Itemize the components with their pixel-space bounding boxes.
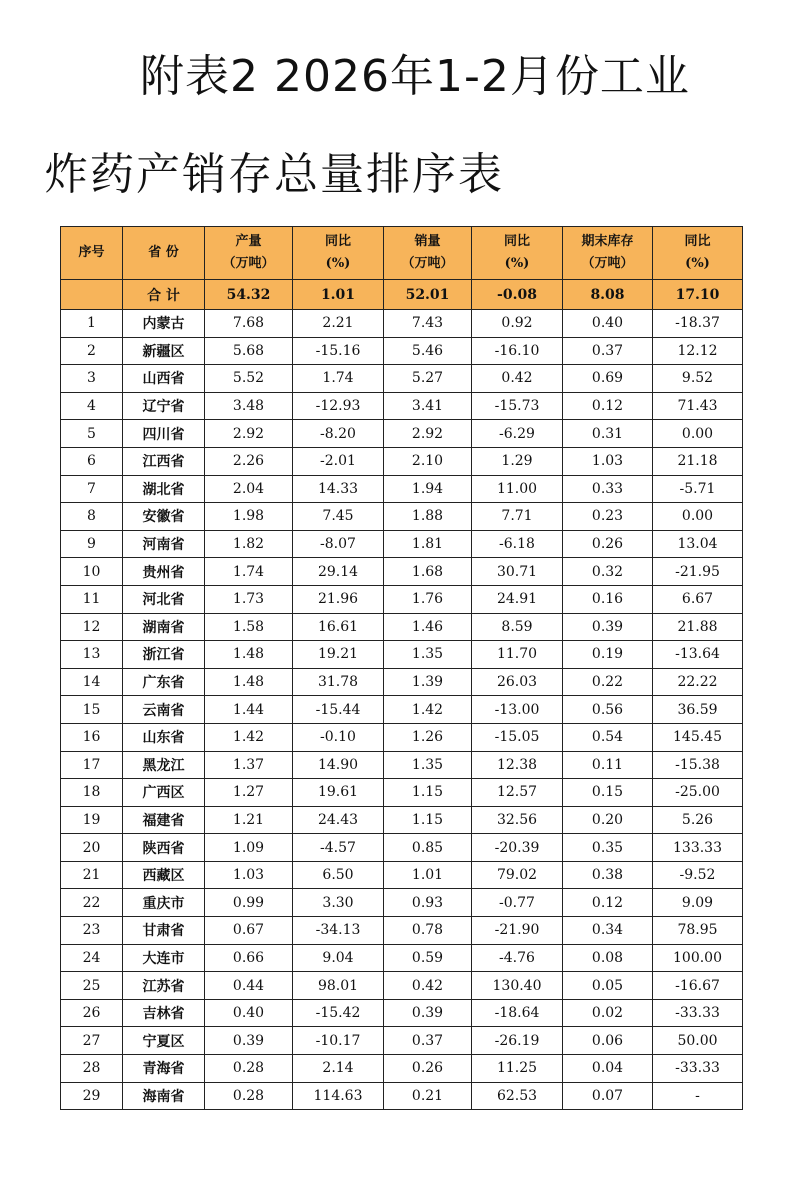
seq-cell: 25 (61, 972, 123, 1000)
sales-yoy-cell: -6.18 (472, 530, 563, 558)
production-yoy-cell: 114.63 (293, 1082, 384, 1110)
province-cell: 安徽省 (123, 503, 205, 531)
inventory-cell: 0.19 (563, 641, 653, 669)
sales-yoy-cell: 30.71 (472, 558, 563, 586)
sales-yoy-cell: 32.56 (472, 806, 563, 834)
province-cell: 甘肃省 (123, 917, 205, 945)
seq-cell: 8 (61, 503, 123, 531)
inventory-cell: 0.23 (563, 503, 653, 531)
province-cell: 广西区 (123, 779, 205, 807)
production-yoy-cell: -15.16 (293, 337, 384, 365)
province-cell: 内蒙古 (123, 310, 205, 338)
sales-cell: 0.93 (384, 889, 472, 917)
table-row (61, 337, 743, 365)
production-yoy-cell: 19.61 (293, 779, 384, 807)
inventory-yoy-cell: 0.00 (653, 503, 743, 531)
seq-cell: 1 (61, 310, 123, 338)
table-row (61, 751, 743, 779)
inventory-cell: 0.11 (563, 751, 653, 779)
sales-yoy-cell: 62.53 (472, 1082, 563, 1110)
sales-yoy-cell: 11.70 (472, 641, 563, 669)
sales-cell: 1.68 (384, 558, 472, 586)
seq-cell: 14 (61, 668, 123, 696)
production-cell: 1.37 (205, 751, 293, 779)
inventory-yoy-cell: -33.33 (653, 1055, 743, 1083)
production-yoy-cell: 2.14 (293, 1055, 384, 1083)
sales-cell: 1.81 (384, 530, 472, 558)
production-cell: 1.74 (205, 558, 293, 586)
sales-cell: 5.46 (384, 337, 472, 365)
seq-cell: 16 (61, 723, 123, 751)
inventory-cell: 0.02 (563, 999, 653, 1027)
province-cell: 四川省 (123, 420, 205, 448)
inventory-yoy-cell: 100.00 (653, 944, 743, 972)
seq-cell: 23 (61, 917, 123, 945)
sales-cell: 1.26 (384, 723, 472, 751)
table-row (61, 668, 743, 696)
inventory-yoy-cell: 21.18 (653, 447, 743, 475)
sales-cell: 1.94 (384, 475, 472, 503)
sales-cell: 1.15 (384, 806, 472, 834)
production-cell: 1.21 (205, 806, 293, 834)
production-cell: 1.48 (205, 668, 293, 696)
inventory-cell: 0.38 (563, 861, 653, 889)
inventory-cell: 0.56 (563, 696, 653, 724)
production-cell: 7.68 (205, 310, 293, 338)
seq-cell: 22 (61, 889, 123, 917)
production-cell: 1.98 (205, 503, 293, 531)
production-yoy-cell: 31.78 (293, 668, 384, 696)
production-cell: 3.48 (205, 392, 293, 420)
sales-cell: 1.46 (384, 613, 472, 641)
sales-yoy-cell: 79.02 (472, 861, 563, 889)
sales-yoy-cell: 12.38 (472, 751, 563, 779)
sales-yoy-cell: -4.76 (472, 944, 563, 972)
province-cell: 西藏区 (123, 861, 205, 889)
header-production: 产量 （万吨） (205, 227, 293, 280)
production-yoy-cell: -15.42 (293, 999, 384, 1027)
inventory-cell: 0.69 (563, 365, 653, 393)
production-yoy-cell: 14.90 (293, 751, 384, 779)
production-cell: 0.67 (205, 917, 293, 945)
province-cell: 重庆市 (123, 889, 205, 917)
sales-cell: 3.41 (384, 392, 472, 420)
sales-yoy-cell: 1.29 (472, 447, 563, 475)
table-row (61, 779, 743, 807)
inventory-cell: 0.06 (563, 1027, 653, 1055)
production-yoy-cell: -10.17 (293, 1027, 384, 1055)
total-inventory-yoy: 17.10 (653, 280, 743, 310)
table-row (61, 834, 743, 862)
production-yoy-cell: 14.33 (293, 475, 384, 503)
sales-yoy-cell: -26.19 (472, 1027, 563, 1055)
seq-cell: 15 (61, 696, 123, 724)
province-cell: 河南省 (123, 530, 205, 558)
inventory-cell: 0.39 (563, 613, 653, 641)
total-seq (61, 280, 123, 310)
inventory-cell: 0.22 (563, 668, 653, 696)
inventory-cell: 0.33 (563, 475, 653, 503)
total-label: 合 计 (123, 280, 205, 310)
seq-cell: 19 (61, 806, 123, 834)
table-row (61, 944, 743, 972)
production-cell: 0.66 (205, 944, 293, 972)
inventory-yoy-cell: 71.43 (653, 392, 743, 420)
sales-yoy-cell: -6.29 (472, 420, 563, 448)
production-cell: 2.26 (205, 447, 293, 475)
sales-cell: 0.37 (384, 1027, 472, 1055)
inventory-cell: 0.31 (563, 420, 653, 448)
header-inventory-yoy: 同比 (%) (653, 227, 743, 280)
province-cell: 湖南省 (123, 613, 205, 641)
sales-yoy-cell: 26.03 (472, 668, 563, 696)
table-header-row (61, 227, 743, 280)
inventory-yoy-cell: -5.71 (653, 475, 743, 503)
production-yoy-cell: -8.20 (293, 420, 384, 448)
sales-cell: 2.10 (384, 447, 472, 475)
production-yoy-cell: -8.07 (293, 530, 384, 558)
total-row (61, 280, 743, 310)
sales-yoy-cell: 11.00 (472, 475, 563, 503)
inventory-yoy-cell: -21.95 (653, 558, 743, 586)
table-row (61, 1082, 743, 1110)
sales-cell: 1.39 (384, 668, 472, 696)
province-cell: 湖北省 (123, 475, 205, 503)
inventory-yoy-cell: 9.52 (653, 365, 743, 393)
table-row (61, 861, 743, 889)
province-cell: 新疆区 (123, 337, 205, 365)
seq-cell: 13 (61, 641, 123, 669)
province-cell: 黑龙江 (123, 751, 205, 779)
inventory-yoy-cell: -16.67 (653, 972, 743, 1000)
production-yoy-cell: 19.21 (293, 641, 384, 669)
inventory-cell: 0.34 (563, 917, 653, 945)
sales-cell: 1.76 (384, 585, 472, 613)
inventory-yoy-cell: 22.22 (653, 668, 743, 696)
inventory-cell: 0.54 (563, 723, 653, 751)
seq-cell: 27 (61, 1027, 123, 1055)
production-yoy-cell: 1.74 (293, 365, 384, 393)
inventory-yoy-cell: -13.64 (653, 641, 743, 669)
sales-cell: 5.27 (384, 365, 472, 393)
production-cell: 1.48 (205, 641, 293, 669)
total-sales: 52.01 (384, 280, 472, 310)
sales-cell: 7.43 (384, 310, 472, 338)
province-cell: 辽宁省 (123, 392, 205, 420)
sales-cell: 2.92 (384, 420, 472, 448)
inventory-cell: 0.12 (563, 889, 653, 917)
production-cell: 0.28 (205, 1082, 293, 1110)
sales-yoy-cell: -13.00 (472, 696, 563, 724)
page-title-line1: 附表2 2026年1-2月份工业 (140, 51, 690, 102)
header-seq: 序号 (61, 227, 123, 280)
sales-cell: 0.85 (384, 834, 472, 862)
province-cell: 江西省 (123, 447, 205, 475)
production-cell: 1.82 (205, 530, 293, 558)
sales-yoy-cell: -18.64 (472, 999, 563, 1027)
table-row (61, 420, 743, 448)
table-row (61, 392, 743, 420)
sales-yoy-cell: -21.90 (472, 917, 563, 945)
sales-cell: 1.88 (384, 503, 472, 531)
header-production-yoy: 同比 (%) (293, 227, 384, 280)
sales-cell: 0.26 (384, 1055, 472, 1083)
table-row (61, 310, 743, 338)
production-yoy-cell: -15.44 (293, 696, 384, 724)
seq-cell: 9 (61, 530, 123, 558)
inventory-yoy-cell: 36.59 (653, 696, 743, 724)
sales-cell: 1.35 (384, 751, 472, 779)
production-yoy-cell: 7.45 (293, 503, 384, 531)
table-row (61, 999, 743, 1027)
inventory-cell: 0.04 (563, 1055, 653, 1083)
production-cell: 5.68 (205, 337, 293, 365)
province-cell: 青海省 (123, 1055, 205, 1083)
production-cell: 1.09 (205, 834, 293, 862)
inventory-yoy-cell: 5.26 (653, 806, 743, 834)
seq-cell: 4 (61, 392, 123, 420)
province-cell: 宁夏区 (123, 1027, 205, 1055)
inventory-yoy-cell: 145.45 (653, 723, 743, 751)
seq-cell: 2 (61, 337, 123, 365)
inventory-cell: 0.35 (563, 834, 653, 862)
seq-cell: 28 (61, 1055, 123, 1083)
seq-cell: 26 (61, 999, 123, 1027)
table-row (61, 365, 743, 393)
inventory-yoy-cell: -9.52 (653, 861, 743, 889)
production-yoy-cell: -0.10 (293, 723, 384, 751)
table-row (61, 530, 743, 558)
production-yoy-cell: 21.96 (293, 585, 384, 613)
total-inventory: 8.08 (563, 280, 653, 310)
inventory-cell: 0.40 (563, 310, 653, 338)
production-cell: 1.58 (205, 613, 293, 641)
sales-cell: 1.42 (384, 696, 472, 724)
total-production-yoy: 1.01 (293, 280, 384, 310)
seq-cell: 5 (61, 420, 123, 448)
province-cell: 云南省 (123, 696, 205, 724)
table-row (61, 475, 743, 503)
inventory-yoy-cell: 78.95 (653, 917, 743, 945)
inventory-yoy-cell: -15.38 (653, 751, 743, 779)
inventory-cell: 0.16 (563, 585, 653, 613)
inventory-yoy-cell: -18.37 (653, 310, 743, 338)
inventory-yoy-cell: 133.33 (653, 834, 743, 862)
table-row (61, 696, 743, 724)
table-row (61, 889, 743, 917)
sales-cell: 1.01 (384, 861, 472, 889)
production-cell: 2.04 (205, 475, 293, 503)
production-yoy-cell: 9.04 (293, 944, 384, 972)
sales-cell: 0.21 (384, 1082, 472, 1110)
province-cell: 福建省 (123, 806, 205, 834)
seq-cell: 24 (61, 944, 123, 972)
seq-cell: 18 (61, 779, 123, 807)
table-row (61, 585, 743, 613)
production-yoy-cell: -12.93 (293, 392, 384, 420)
province-cell: 广东省 (123, 668, 205, 696)
inventory-yoy-cell: -33.33 (653, 999, 743, 1027)
total-production: 54.32 (205, 280, 293, 310)
province-cell: 贵州省 (123, 558, 205, 586)
province-cell: 浙江省 (123, 641, 205, 669)
table-row (61, 447, 743, 475)
sales-cell: 0.39 (384, 999, 472, 1027)
table-row (61, 613, 743, 641)
production-yoy-cell: -2.01 (293, 447, 384, 475)
inventory-yoy-cell: 13.04 (653, 530, 743, 558)
seq-cell: 11 (61, 585, 123, 613)
inventory-yoy-cell: 12.12 (653, 337, 743, 365)
production-cell: 0.44 (205, 972, 293, 1000)
inventory-cell: 0.12 (563, 392, 653, 420)
inventory-yoy-cell: - (653, 1082, 743, 1110)
sales-yoy-cell: 0.42 (472, 365, 563, 393)
sales-cell: 0.78 (384, 917, 472, 945)
sales-yoy-cell: -16.10 (472, 337, 563, 365)
production-cell: 1.42 (205, 723, 293, 751)
production-cell: 5.52 (205, 365, 293, 393)
production-cell: 1.44 (205, 696, 293, 724)
table-row (61, 972, 743, 1000)
table-row (61, 503, 743, 531)
production-cell: 0.99 (205, 889, 293, 917)
inventory-cell: 0.37 (563, 337, 653, 365)
sales-yoy-cell: 0.92 (472, 310, 563, 338)
sales-yoy-cell: -20.39 (472, 834, 563, 862)
production-cell: 0.40 (205, 999, 293, 1027)
production-yoy-cell: 98.01 (293, 972, 384, 1000)
province-cell: 山东省 (123, 723, 205, 751)
production-cell: 2.92 (205, 420, 293, 448)
table-row (61, 641, 743, 669)
sales-yoy-cell: -0.77 (472, 889, 563, 917)
sales-yoy-cell: 24.91 (472, 585, 563, 613)
production-yoy-cell: -4.57 (293, 834, 384, 862)
province-cell: 吉林省 (123, 999, 205, 1027)
inventory-cell: 0.07 (563, 1082, 653, 1110)
production-yoy-cell: 24.43 (293, 806, 384, 834)
explosives-ranking-table (60, 226, 743, 1110)
seq-cell: 17 (61, 751, 123, 779)
table-row (61, 806, 743, 834)
inventory-yoy-cell: -25.00 (653, 779, 743, 807)
inventory-cell: 0.26 (563, 530, 653, 558)
sales-cell: 1.35 (384, 641, 472, 669)
inventory-cell: 0.08 (563, 944, 653, 972)
province-cell: 陕西省 (123, 834, 205, 862)
inventory-yoy-cell: 9.09 (653, 889, 743, 917)
inventory-cell: 0.05 (563, 972, 653, 1000)
sales-yoy-cell: 7.71 (472, 503, 563, 531)
inventory-cell: 0.20 (563, 806, 653, 834)
inventory-cell: 1.03 (563, 447, 653, 475)
sales-cell: 1.15 (384, 779, 472, 807)
sales-yoy-cell: 130.40 (472, 972, 563, 1000)
inventory-cell: 0.32 (563, 558, 653, 586)
seq-cell: 3 (61, 365, 123, 393)
seq-cell: 10 (61, 558, 123, 586)
seq-cell: 29 (61, 1082, 123, 1110)
production-yoy-cell: 2.21 (293, 310, 384, 338)
table-row (61, 1055, 743, 1083)
table-row (61, 917, 743, 945)
seq-cell: 20 (61, 834, 123, 862)
production-cell: 0.28 (205, 1055, 293, 1083)
production-yoy-cell: 16.61 (293, 613, 384, 641)
production-yoy-cell: 29.14 (293, 558, 384, 586)
production-yoy-cell: 6.50 (293, 861, 384, 889)
seq-cell: 6 (61, 447, 123, 475)
total-sales-yoy: -0.08 (472, 280, 563, 310)
inventory-yoy-cell: 21.88 (653, 613, 743, 641)
province-cell: 江苏省 (123, 972, 205, 1000)
sales-yoy-cell: 12.57 (472, 779, 563, 807)
inventory-yoy-cell: 0.00 (653, 420, 743, 448)
province-cell: 河北省 (123, 585, 205, 613)
header-inventory: 期末库存 （万吨） (563, 227, 653, 280)
production-cell: 1.73 (205, 585, 293, 613)
seq-cell: 7 (61, 475, 123, 503)
inventory-yoy-cell: 6.67 (653, 585, 743, 613)
production-yoy-cell: 3.30 (293, 889, 384, 917)
province-cell: 海南省 (123, 1082, 205, 1110)
sales-yoy-cell: 8.59 (472, 613, 563, 641)
province-cell: 大连市 (123, 944, 205, 972)
inventory-cell: 0.15 (563, 779, 653, 807)
seq-cell: 12 (61, 613, 123, 641)
production-yoy-cell: -34.13 (293, 917, 384, 945)
province-cell: 山西省 (123, 365, 205, 393)
production-cell: 1.27 (205, 779, 293, 807)
header-province: 省 份 (123, 227, 205, 280)
header-sales-yoy: 同比 (%) (472, 227, 563, 280)
table-row (61, 1027, 743, 1055)
production-cell: 0.39 (205, 1027, 293, 1055)
sales-cell: 0.59 (384, 944, 472, 972)
sales-yoy-cell: 11.25 (472, 1055, 563, 1083)
inventory-yoy-cell: 50.00 (653, 1027, 743, 1055)
sales-yoy-cell: -15.05 (472, 723, 563, 751)
header-sales: 销量 （万吨） (384, 227, 472, 280)
seq-cell: 21 (61, 861, 123, 889)
sales-cell: 0.42 (384, 972, 472, 1000)
sales-yoy-cell: -15.73 (472, 392, 563, 420)
table-row (61, 723, 743, 751)
production-cell: 1.03 (205, 861, 293, 889)
page-title-line2: 炸药产销存总量排序表 (44, 149, 504, 200)
table-row (61, 558, 743, 586)
